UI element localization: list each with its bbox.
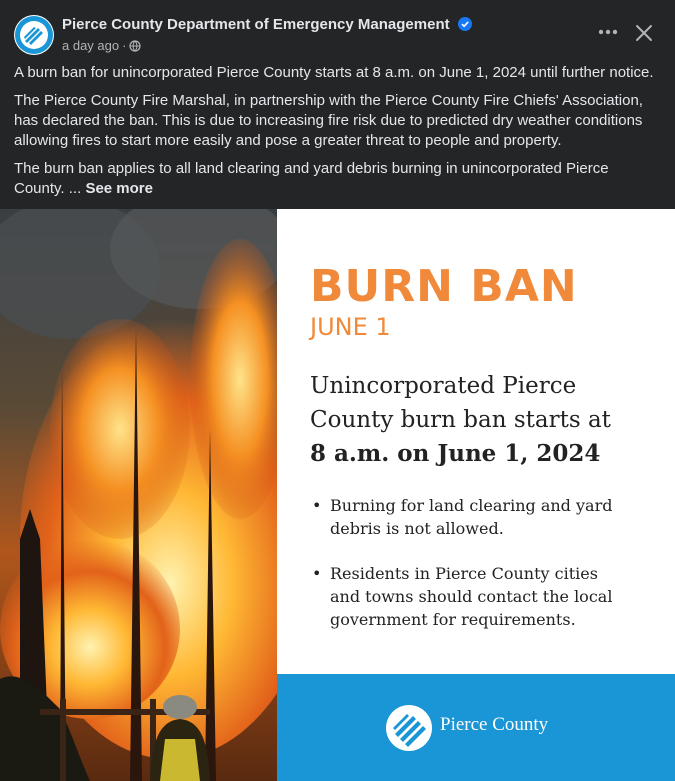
globe-icon <box>129 40 141 52</box>
meta-separator: · <box>122 38 127 53</box>
poster-footer <box>277 674 675 781</box>
burn-ban-poster <box>277 209 675 674</box>
bullet-item-2 <box>310 562 660 631</box>
page-name[interactable]: Pierce County Department of Emergency Management <box>62 16 450 33</box>
logo-text: Pierce County <box>440 714 549 735</box>
post-timestamp[interactable]: a day ago <box>62 38 120 53</box>
post-paragraph-1: A burn ban for unincorporated Pierce County starts at 8 a.m. on June 1, 2024 until further notice. <box>14 64 654 81</box>
pierce-county-logo-icon <box>14 15 54 55</box>
page-avatar[interactable] <box>14 15 54 55</box>
more-horizontal-icon <box>598 29 618 35</box>
bullet-1-line-2: debris is not allowed. <box>330 519 504 538</box>
post-paragraph-3 <box>14 159 662 199</box>
bullet-2-line-1: • Residents in Pierce County cities <box>330 564 598 583</box>
poster-headline: BURN BAN <box>310 261 578 312</box>
see-more-link[interactable]: See more <box>85 180 153 197</box>
post-header <box>0 0 675 62</box>
more-options-button[interactable] <box>590 20 626 44</box>
bullet-item-1 <box>310 494 660 540</box>
poster-subhead: JUNE 1 <box>310 313 391 341</box>
poster-bullets <box>310 494 660 653</box>
statement-line-1: Unincorporated Pierce <box>310 373 577 399</box>
post-meta <box>62 38 141 53</box>
post-image[interactable] <box>0 209 675 781</box>
post-paragraph-2: The Pierce County Fire Marshal, in partnership with the Pierce County Fire Chiefs' Association, has declared the ban. This is due to increasing fire risk due to predicted dry weather conditions allowing fires to start more easily and pose a greater threat to people and property. <box>14 92 643 149</box>
bullet-2-line-2: and towns should contact the local <box>330 587 613 606</box>
statement-line-2: County burn ban starts at <box>310 407 611 433</box>
bullet-2-line-3: government for requirements. <box>330 610 576 629</box>
post-paragraph-3-text: The burn ban applies to all land clearing and yard debris burning in unincorporated Pierce County. ... <box>14 160 609 197</box>
close-button[interactable] <box>628 17 660 49</box>
close-icon <box>635 24 653 42</box>
page-name-link[interactable] <box>62 16 472 33</box>
statement-line-3: 8 a.m. on June 1, 2024 <box>310 440 601 467</box>
poster-statement <box>310 369 660 471</box>
post-text <box>14 63 662 207</box>
verified-badge-icon <box>458 17 472 31</box>
bullet-1-line-1: • Burning for land clearing and yard <box>330 496 613 515</box>
pierce-county-logo-icon <box>385 704 433 752</box>
wildfire-photo <box>0 209 277 781</box>
